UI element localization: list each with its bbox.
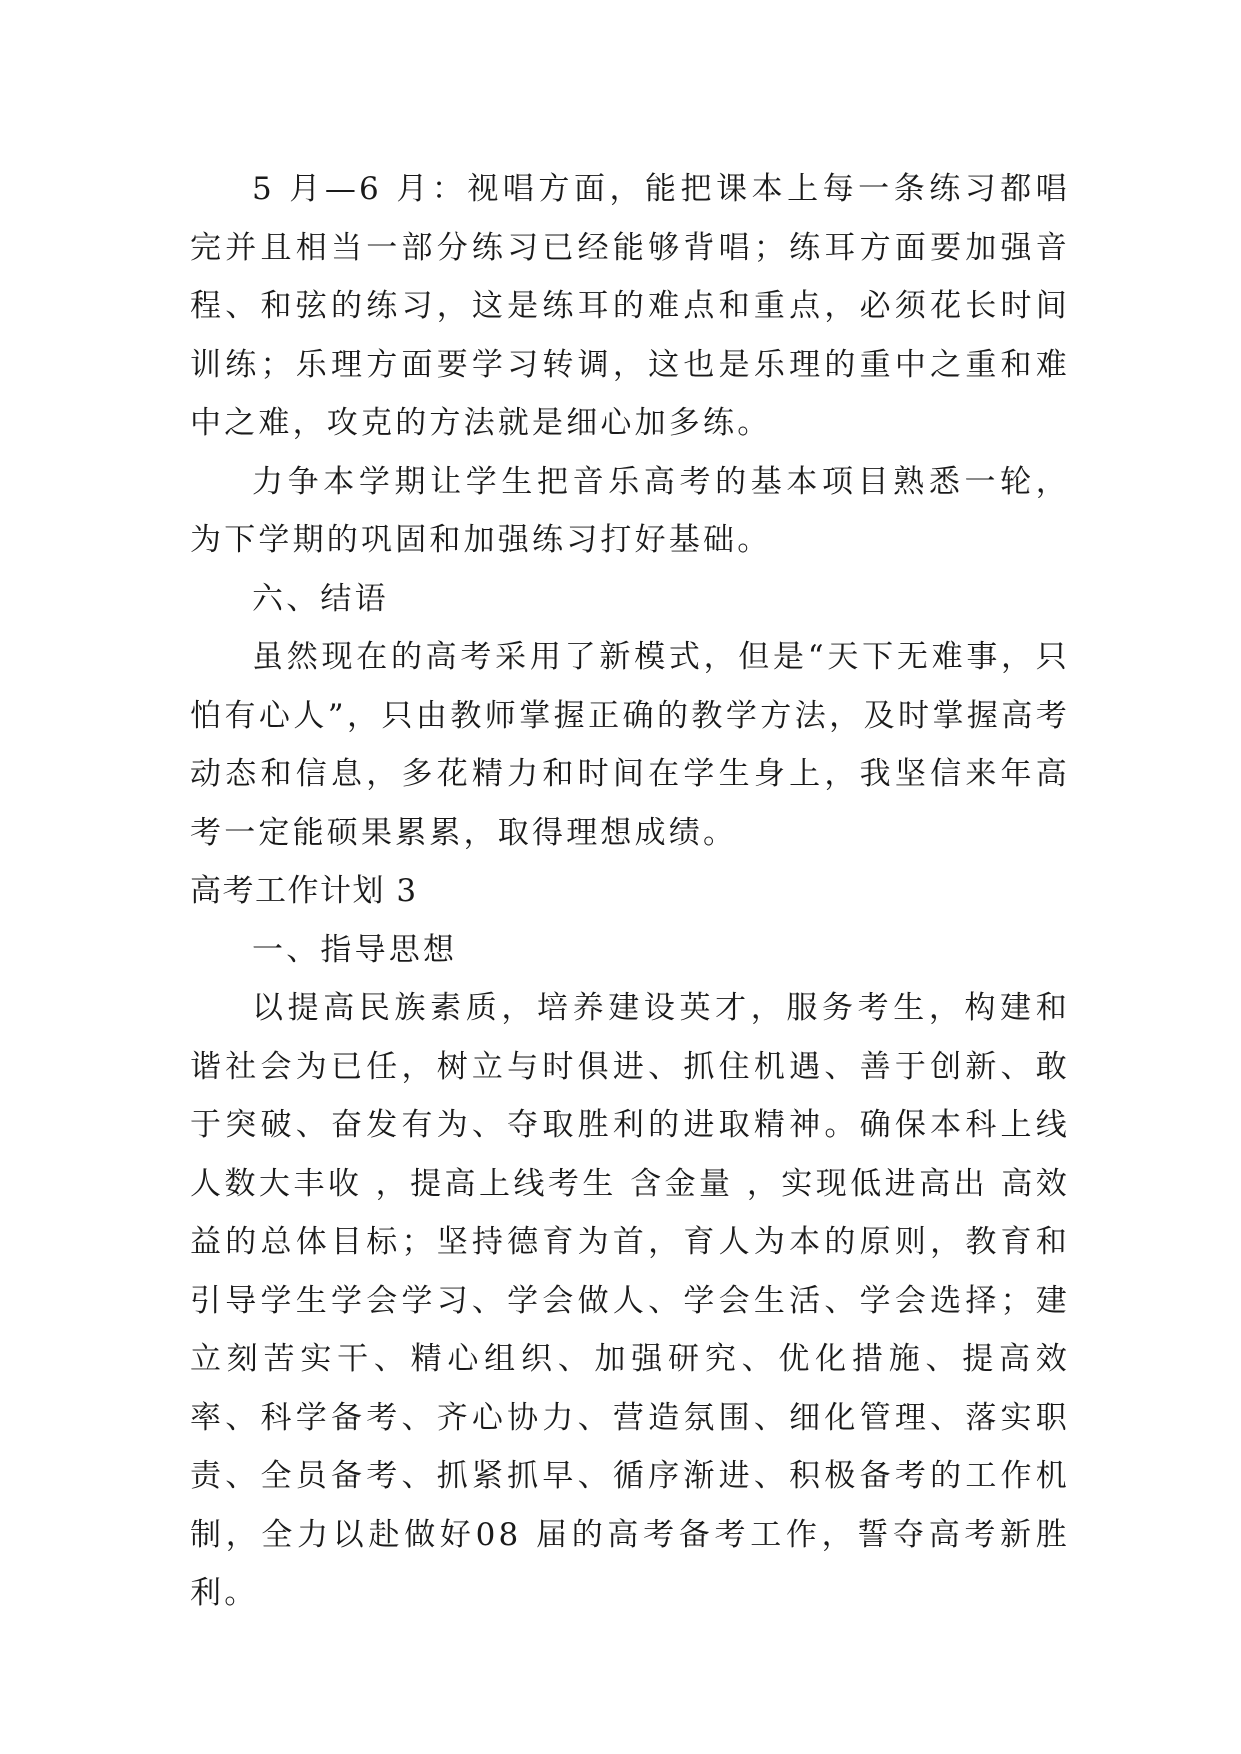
paragraph-guiding-ideology: 以提高民族素质，培养建设英才，服务考生，构建和谐社会为已任，树立与时俱进、抓住机遇、善于创新、敢于突破、奋发有为、夺取胜利的进取精神。确保本科上线人数大丰收 ，提高上线考生 含金量 ，实现低进高出 高效益的总体目标；坚持德育为首，育人为本的原则，教育和引导学生学会学习、学会做人、学会生活、学会选择；建立刻苦实干、精心组织、加强研究、优化措施、提高效率、科学备考、齐心协力、营造氛围、细化管理、落实职责、全员备考、抓紧抓早、循序渐进、积极备考的工作机制，全力以赴做好08 届的高考备考工作，誓夺高考新胜利。 [190, 990, 1070, 1611]
paragraph-conclusion: 虽然现在的高考采用了新模式，但是“天下无难事，只怕有心人”，只由教师掌握正确的教学方法，及时掌握高考动态和信息，多花精力和时间在学生身上，我坚信来年高考一定能硕果累累，取得理想成绩。 [190, 639, 1070, 851]
section-heading-guiding-ideology: 一、指导思想 [252, 931, 458, 968]
document-body [190, 160, 1070, 1623]
section-heading-conclusion: 六、结语 [252, 580, 389, 617]
paragraph-semester-goal: 力争本学期让学生把音乐高考的基本项目熟悉一轮，为下学期的巩固和加强练习打好基础。 [190, 463, 1070, 558]
document-title-plan-3: 高考工作计划 3 [190, 873, 418, 909]
paragraph-schedule-may-june: 5 月—6 月：视唱方面，能把课本上每一条练习都唱完并且相当一部分练习已经能够背唱；练耳方面要加强音程、和弦的练习，这是练耳的难点和重点，必须花长时间训练；乐理方面要学习转调，这也是乐理的重中之重和难中之难，攻克的方法就是细心加多练。 [190, 171, 1070, 441]
